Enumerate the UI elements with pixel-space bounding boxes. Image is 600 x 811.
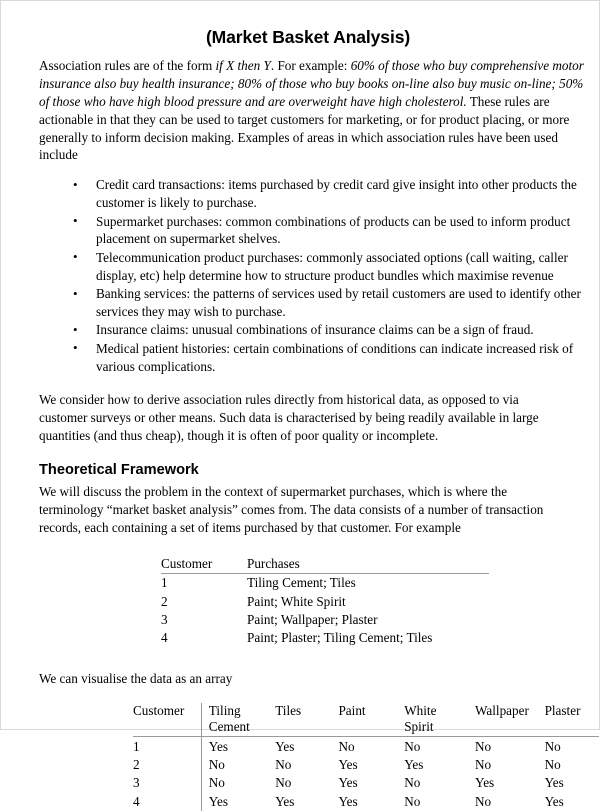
cell-purchases: Tiling Cement; Tiles (247, 575, 356, 591)
column-header-customer: Customer (133, 703, 201, 737)
cell-customer: 1 (161, 575, 168, 591)
table-row (161, 573, 489, 592)
array-table-container (39, 703, 599, 811)
list-item: • Supermarket purchases: common combinations of products can be used to inform product placement on supermarket shelves. (68, 213, 588, 249)
cell-purchases: Paint; Plaster; Tiling Cement; Tiles (247, 630, 433, 646)
cell-value: No (475, 738, 492, 754)
array-table (133, 703, 599, 811)
cell-value: No (475, 793, 492, 809)
application-areas-list (39, 176, 588, 375)
array-table-body (133, 737, 599, 811)
transactions-table (161, 556, 489, 647)
intro-segment-1: if X then Y (215, 58, 271, 73)
cell-value: No (544, 757, 561, 773)
column-header-wallpaper: Wallpaper (475, 703, 545, 737)
page-title: (Market Basket Analysis) (205, 27, 411, 47)
cell-value: No (404, 775, 421, 791)
list-item: • Medical patient histories: certain combinations of conditions can indicate increased risk of various complications. (68, 340, 588, 376)
column-header-tiling-cement: Tiling Cement (201, 703, 275, 737)
column-header-tiles: Tiles (275, 703, 338, 737)
cell-value: Yes (544, 775, 564, 791)
table-row (133, 737, 599, 756)
list-item: • Banking services: the patterns of services used by retail customers are used to identify other services they may wish to purchase. (68, 285, 588, 321)
cell-value: Yes (201, 737, 275, 756)
list-item: • Telecommunication product purchases: commonly associated options (call waiting, caller display, etc) help determine how to structure product bundles which maximise revenue (68, 249, 588, 285)
transactions-table-container (39, 556, 599, 647)
intro-paragraph (39, 57, 584, 164)
document-content (1, 27, 599, 811)
intro-segment-2: . For example: (270, 58, 351, 73)
table-header-row (161, 556, 489, 574)
table-row (161, 610, 489, 628)
intro-segment-4: These rules are actionable in that they can be used to target customers for marketing, or for product placing, or more generally to inform decision making. Examples of areas in which association rules have been used include (39, 93, 570, 163)
cell-customer: 4 (133, 793, 140, 809)
column-header-white-spirit: White Spirit (404, 703, 475, 737)
table-row (161, 592, 489, 610)
cell-value: Yes (201, 792, 275, 810)
cell-value: No (404, 793, 421, 809)
table-row (161, 629, 489, 647)
cell-value: No (275, 757, 292, 773)
list-item: • Credit card transactions: items purchased by credit card give insight into other products the customer is likely to purchase. (68, 176, 588, 212)
table-header-row (133, 703, 599, 737)
cell-purchases: Paint; Wallpaper; Plaster (247, 611, 378, 627)
cell-purchases: Paint; White Spirit (247, 593, 346, 609)
cell-customer: 4 (161, 630, 168, 646)
array-table-head (133, 703, 599, 737)
intro-segment-3: 60% of those who buy comprehensive motor insurance also buy health insurance; 80% of those who buy books on-line also buy music on-line; 50% of those who have high blood pressure and are overweight have high cholesterol. (39, 58, 584, 109)
cell-customer: 2 (161, 593, 168, 609)
cell-customer: 3 (133, 775, 140, 791)
transactions-table-body (161, 573, 489, 647)
paragraph-supermarket-context: We will discuss the problem in the context of supermarket purchases, which is where the terminology “market basket analysis” comes from. The data consists of a number of transaction records, each containing a set of items purchased by that customer. For example (39, 484, 544, 535)
column-header-plaster: Plaster (545, 703, 599, 737)
column-header-purchases: Purchases (247, 556, 489, 574)
cell-customer: 1 (133, 738, 140, 754)
table-row (133, 756, 599, 774)
cell-value: No (201, 774, 275, 792)
column-header-paint: Paint (338, 703, 404, 737)
table-row (133, 792, 599, 810)
table-row (133, 774, 599, 792)
cell-value: Yes (338, 793, 358, 809)
cell-value: Yes (338, 775, 358, 791)
cell-value: Yes (544, 793, 564, 809)
cell-value: No (475, 757, 492, 773)
section-heading-theoretical-framework: Theoretical Framework (39, 462, 199, 478)
paragraph-visualise-array: We can visualise the data as an array (39, 671, 233, 686)
cell-value: Yes (475, 775, 495, 791)
column-header-customer: Customer (161, 556, 247, 574)
cell-value: No (544, 738, 561, 754)
paragraph-derive-rules: We consider how to derive association rules directly from historical data, as opposed to via customer surveys or other means. Such data is characterised by being readily available in large quantities (and thus cheap), though it is often of poor quality or incomplete. (39, 392, 539, 444)
cell-value: No (201, 756, 275, 774)
cell-customer: 3 (161, 611, 168, 627)
cell-value: No (404, 738, 421, 754)
transactions-table-head (161, 556, 489, 574)
cell-value: Yes (275, 738, 295, 754)
cell-customer: 2 (133, 757, 140, 773)
cell-value: No (275, 775, 292, 791)
cell-value: Yes (338, 757, 358, 773)
list-item: • Insurance claims: unusual combinations of insurance claims can be a sign of fraud. (68, 321, 588, 339)
cell-value: Yes (404, 757, 424, 773)
intro-segment-0: Association rules are of the form (39, 58, 216, 73)
cell-value: No (338, 738, 355, 754)
cell-value: Yes (275, 793, 295, 809)
